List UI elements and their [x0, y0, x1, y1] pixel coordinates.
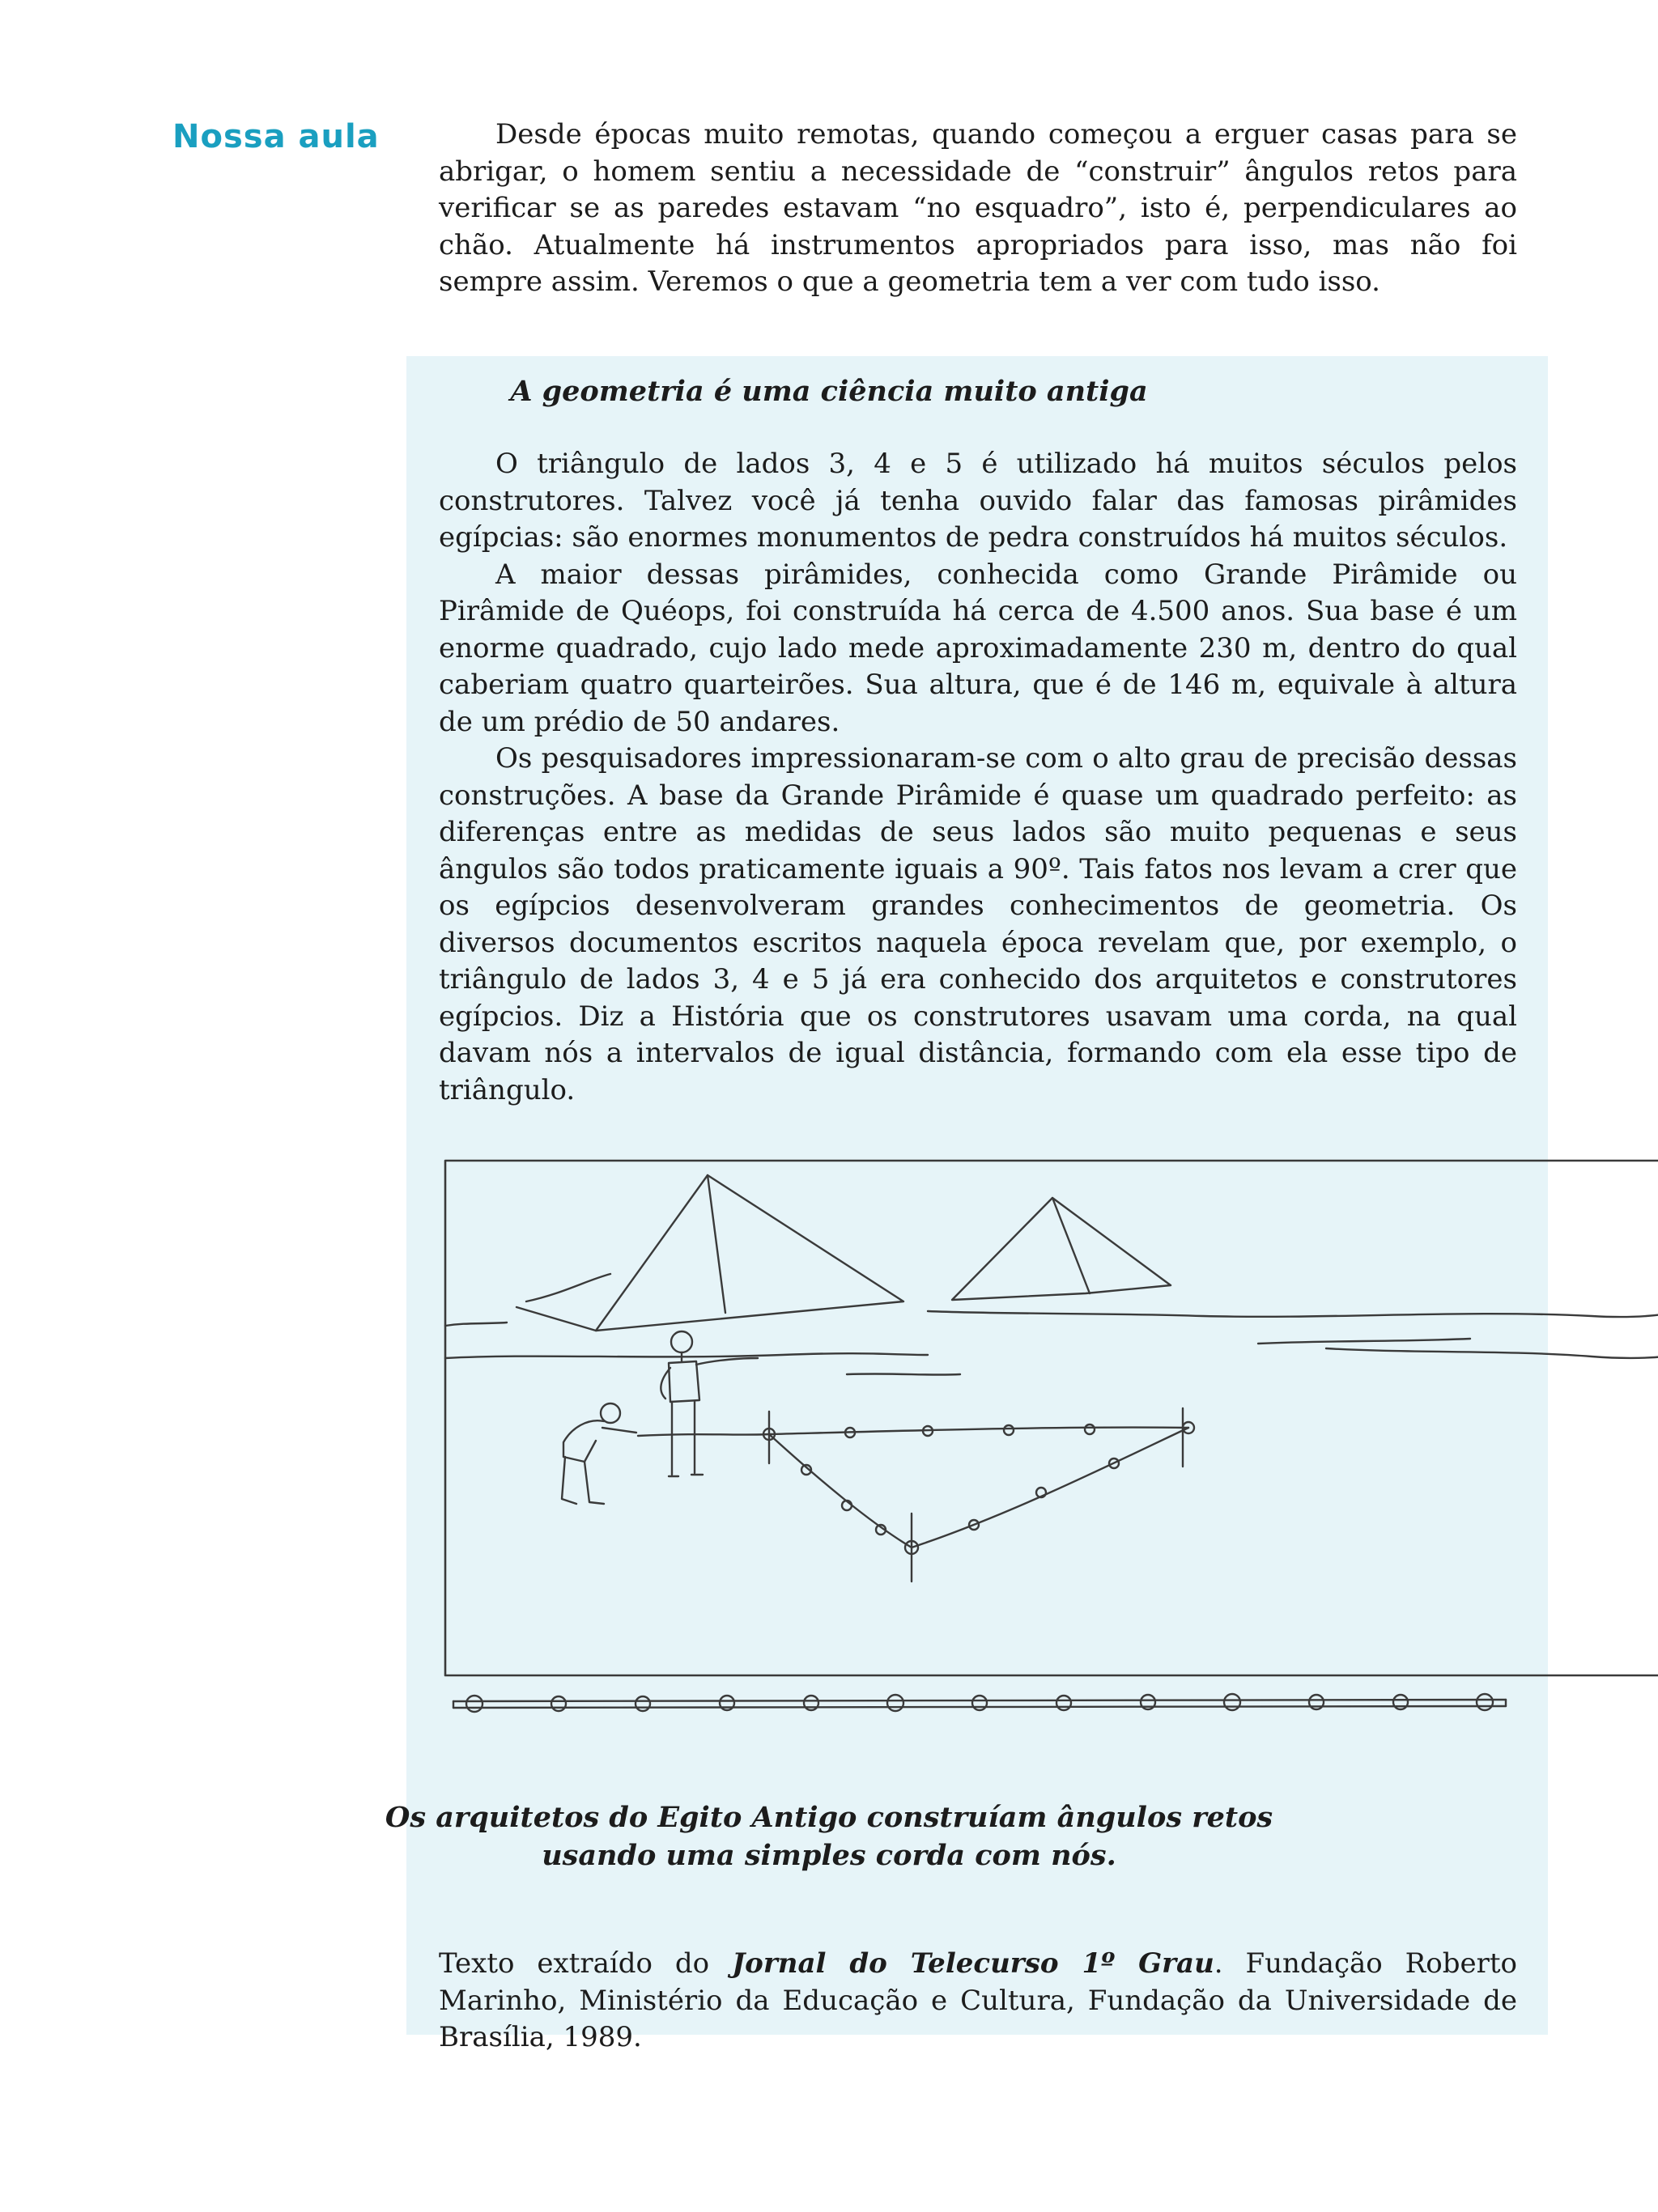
caption-line-1: Os arquitetos do Egito Antigo construíam ângulos retos — [385, 1801, 1273, 1834]
intro-paragraph: Desde épocas muito remotas, quando começou a erguer casas para se abrigar, o homem sentiu a necessidade de “construir” ângulos retos para verificar se as paredes estavam “no esquadro”, isto é, perpendiculares ao chão. Atualmente há instrumentos apropriados para isso, mas não foi sempre assim. Veremos o que a geometria tem a ver com tudo isso. — [439, 118, 1517, 298]
box-body — [439, 446, 1517, 1109]
egyptian-rope-illustration — [442, 1143, 1658, 1677]
source-title: Jornal do Telecurso 1º Grau — [732, 1947, 1214, 1980]
box-title: A geometria é uma ciência muito antiga — [510, 375, 1148, 408]
source-citation — [439, 1946, 1517, 2057]
caption-line-2: usando uma simples corda com nós. — [542, 1839, 1116, 1872]
box-paragraph-2: A maior dessas pirâmides, conhecida como Grande Pirâmide ou Pirâmide de Quéops, foi construída há cerca de 4.500 anos. Sua base é um enorme quadrado, cujo lado mede aproximadamente 230 m, dentro do qual caberiam quatro quarteirões. Sua altura, que é de 146 m, equivale à altura de um prédio de 50 andares. — [439, 558, 1517, 738]
box-paragraph-1: O triângulo de lados 3, 4 e 5 é utilizado há muitos séculos pelos construtores. Talvez você já tenha ouvido falar das famosas pirâmides egípcias: são enormes monumentos de pedra construídos há muitos séculos. — [439, 448, 1517, 554]
section-label: Nossa aula — [172, 118, 380, 155]
knotted-rope — [450, 1688, 1524, 1720]
source-prefix: Texto extraído do — [439, 1947, 733, 1980]
source-rest: . Fundação Roberto Marinho, Ministério da Educação e Cultura, Fundação da Universidade de Brasília, 1989. — [439, 1947, 1518, 2053]
figure-caption — [0, 1798, 1658, 1874]
box-paragraph-3: Os pesquisadores impressionaram-se com o alto grau de precisão dessas construções. A base da Grande Pirâmide é quase um quadrado perfeito: as diferenças entre as medidas de seus lados são muito pequenas e seus ângulos são todos praticamente iguais a 90º. Tais fatos nos levam a crer que os egípcios desenvolveram grandes conhecimentos de geometria. Os diversos documentos escritos naquela época revelam que, por exemplo, o triângulo de lados 3, 4 e 5 já era conhecido dos arquitetos e construtores egípcios. Diz a História que os construtores usavam uma corda, na qual davam nós a intervalos de igual distância, formando com ela esse tipo de triângulo. — [439, 742, 1517, 1106]
